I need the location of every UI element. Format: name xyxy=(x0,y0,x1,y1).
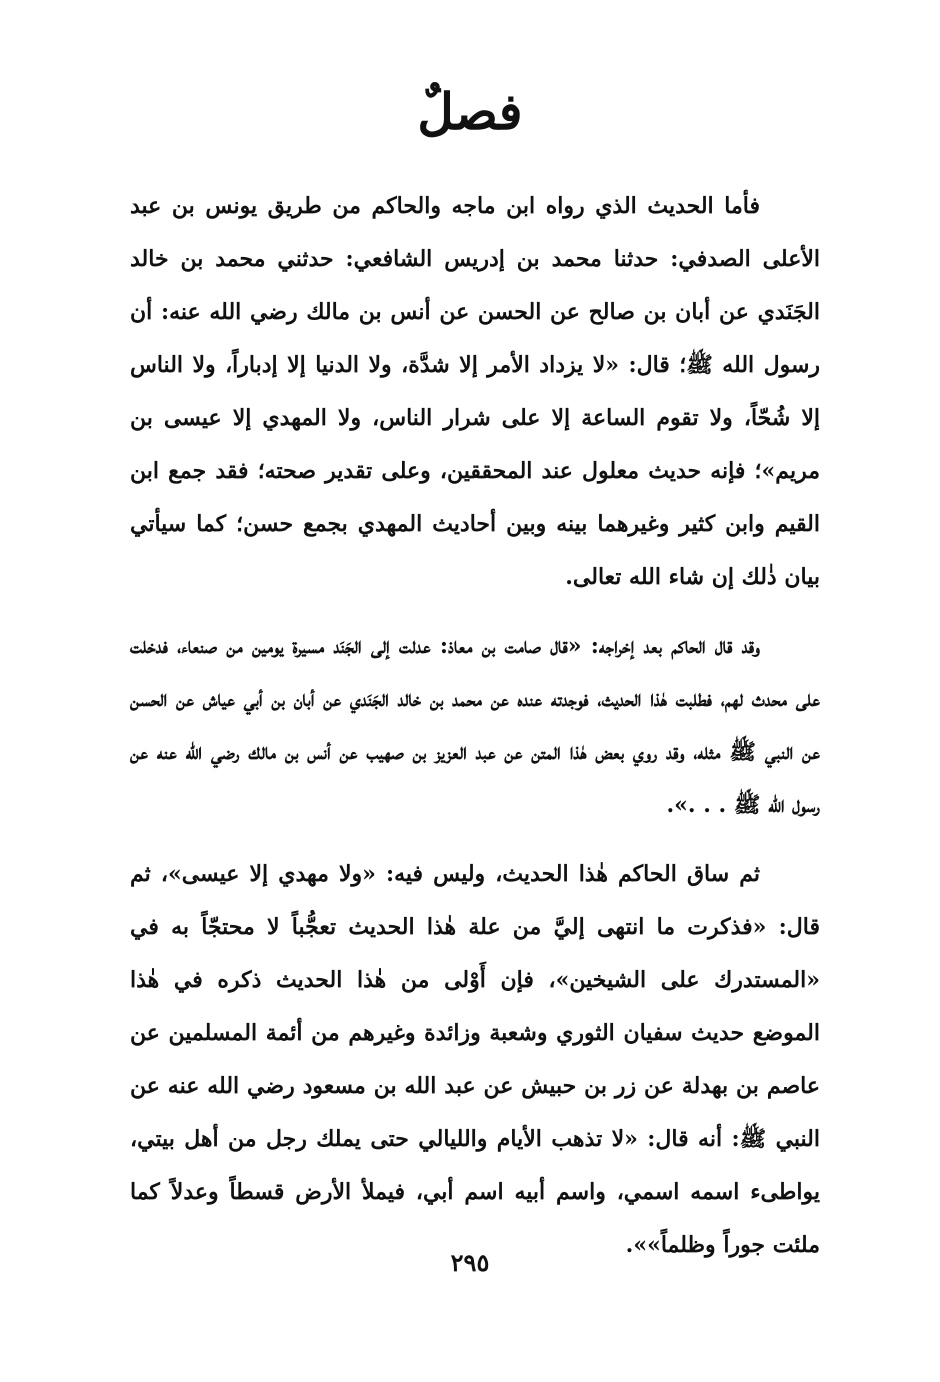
paragraph-2: وقد قال الحاكم بعد إخراجه: «قال صامت بن معاذ: عدلت إلى الجَنَد مسيرة يومين من صنعاء، فدخلت على محدث لهم، فطلبت هٰذا الحديث، فوجدته عنده عن محمد بن خالد الجَنَدي عن أبان بن أبي عياش عن الحسن عن النبي ﷺ مثله، وقد روي بعض هٰذا المتن عن عبد العزيز بن صهيب عن أنس بن مالك رضي الله عنه عن رسول الله ﷺ . . .». xyxy=(130,633,820,818)
page-number: ٢٩٥ xyxy=(450,1248,490,1277)
chapter-title: فصلٌ xyxy=(417,82,523,141)
paragraph-1: فأما الحديث الذي رواه ابن ماجه والحاكم من طريق يونس بن عبد الأعلى الصدفي: حدثنا محمد بن إدريس الشافعي: حدثني محمد بن خالد الجَنَدي عن أبان بن صالح عن الحسن عن أنس بن مالك رضي الله عنه: أن رسول الله ﷺ؛ قال: «لا يزداد الأمر إلا شدَّة، ولا الدنيا إلا إدباراً، ولا الناس إلا شُحّاً، ولا تقوم الساعة إلا على شرار الناس، ولا المهدي إلا عيسى بن مريم»؛ فإنه حديث معلول عند المحققين، وعلى تقدير صحته؛ فقد جمع ابن القيم وابن كثير وغيرهما بينه وبين أحاديث المهدي بجمع حسن؛ كما سيأتي بيان ذٰلك إن شاء الله تعالى. xyxy=(130,193,820,590)
paragraph-3: ثم ساق الحاكم هٰذا الحديث، وليس فيه: «ولا مهدي إلا عيسى»، ثم قال: «فذكرت ما انتهى إليَّ من علة هٰذا الحديث تعجُّباً لا محتجّاً به في «المستدرك على الشيخين»، فإن أَوْلى من هٰذا الحديث ذكره في هٰذا الموضع حديث سفيان الثوري وشعبة وزائدة وغيرهم من أئمة المسلمين عن عاصم بن بهدلة عن زر بن حبيش عن عبد الله بن مسعود رضي الله عنه عن النبي ﷺ: أنه قال: «لا تذهب الأيام والليالي حتى يملك رجل من أهل بيتي، يواطىء اسمه اسمي، واسم أبيه اسم أبي، فيملأ الأرض قسطاً وعدلاً كما ملئت جوراً وظلماً»». xyxy=(130,861,820,1258)
body-text xyxy=(130,180,820,1272)
